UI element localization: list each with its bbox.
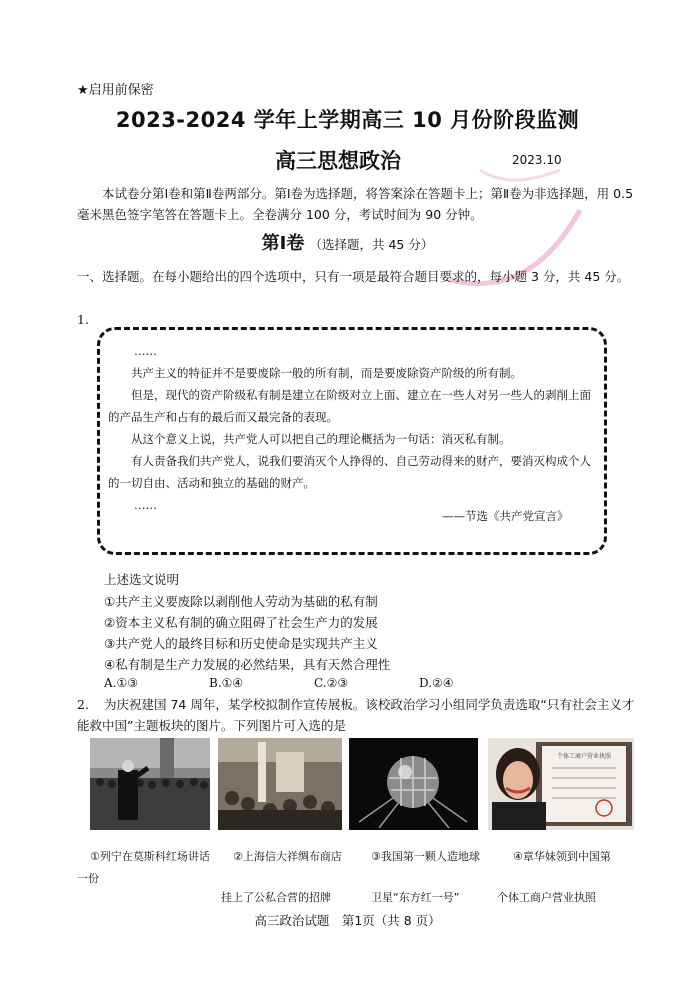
- q1-stem: 上述选文说明: [104, 572, 180, 587]
- caption-4-wrap: 一份: [77, 872, 99, 885]
- confidential-mark: ★启用前保密: [77, 83, 154, 98]
- q2-number: 2.: [77, 697, 89, 712]
- section-heading: 一、选择题。在每小题给出的四个选项中，只有一项是最符合题目要求的，每小题 3 分，共 45 分。: [77, 269, 630, 284]
- photo-zhang-huamei-license: [488, 738, 634, 830]
- photo-lenin-red-square: [90, 738, 210, 830]
- caption-2-line2: 挂上了公私合营的招牌: [221, 891, 331, 904]
- certificate-title: 个体工商户营业执照: [556, 753, 612, 760]
- volume-note: （选择题，共 45 分）: [309, 237, 434, 252]
- volume-heading: [0, 229, 695, 255]
- exam-title: 2023-2024 学年上学期高三 10 月份阶段监测: [115, 108, 580, 132]
- choice-b: B.①④: [209, 676, 244, 690]
- q2-text: [77, 694, 639, 736]
- caption-3: ③我国第一颗人造地球: [371, 850, 480, 863]
- q2-stem: 为庆祝建国 74 周年，某学校拟制作宣传展板。该校政治学习小组同学负责选取“只有社会主义才能救中国”主题板块的图片。下列图片可入选的是: [77, 697, 635, 733]
- excerpt-line: 有人责备我们共产党人，说我们要消灭个人挣得的、自己劳动得来的财产，要消灭构成个人的一切自由、活动和独立的基础的财产。: [108, 454, 591, 490]
- excerpt-text: [108, 340, 600, 516]
- q1-option: ④私有制是生产力发展的必然结果，具有天然合理性: [104, 657, 391, 672]
- excerpt-line: 但是，现代的资产阶级私有制是建立在阶级对立上面、建立在一些人对另一些人的剥削上面的产品生产和占有的最后而又最完备的表现。: [108, 388, 591, 424]
- excerpt-line: 共产主义的特征并不是要废除一般的所有制，而是要废除资产阶级的所有制。: [131, 366, 522, 380]
- choice-a: A.①③: [104, 676, 138, 690]
- ellipsis-bottom: ……: [134, 498, 157, 512]
- instructions: 本试卷分第Ⅰ卷和第Ⅱ卷两部分。第Ⅰ卷为选择题，将答案涂在答题卡上；第Ⅱ卷为非选择题，用 0.5 毫米黑色签字笔答在答题卡上。全卷满分 100 分，考试时间为 90 分钟。: [77, 186, 634, 222]
- choice-c: C.②③: [314, 676, 349, 690]
- photo-shanghai-shop: [218, 738, 342, 830]
- caption-3-line2: 卫星“东方红一号”: [371, 891, 460, 904]
- photo-dongfanghong-satellite: [349, 738, 478, 830]
- caption-4: ④章华妹领到中国第: [513, 850, 611, 863]
- q1-option: ①共产主义要废除以剥削他人劳动为基础的私有制: [104, 594, 378, 609]
- q1-number: 1.: [77, 312, 89, 327]
- choice-d: D.②④: [419, 676, 454, 690]
- volume-title: 第Ⅰ卷: [261, 233, 305, 254]
- subject-title: 高三思想政治: [275, 149, 401, 173]
- caption-4-line2: 个体工商户营业执照: [497, 891, 596, 904]
- caption-2: ②上海信大祥绸布商店: [233, 850, 342, 863]
- exam-date: 2023.10: [512, 153, 562, 167]
- q1-choices: [104, 676, 524, 690]
- ellipsis-top: ……: [134, 344, 157, 358]
- q1-option: ②资本主义私有制的确立阻碍了社会生产力的发展: [104, 615, 378, 630]
- caption-1: ①列宁在莫斯科红场讲话: [90, 850, 210, 863]
- page-footer: 高三政治试题 第1页（共 8 页）: [254, 913, 441, 928]
- q1-option: ③共产党人的最终目标和历史使命是实现共产主义: [104, 636, 378, 651]
- excerpt-source: ——节选《共产党宣言》: [442, 509, 569, 523]
- excerpt-line: 从这个意义上说，共产党人可以把自己的理论概括为一句话：消灭私有制。: [131, 432, 511, 446]
